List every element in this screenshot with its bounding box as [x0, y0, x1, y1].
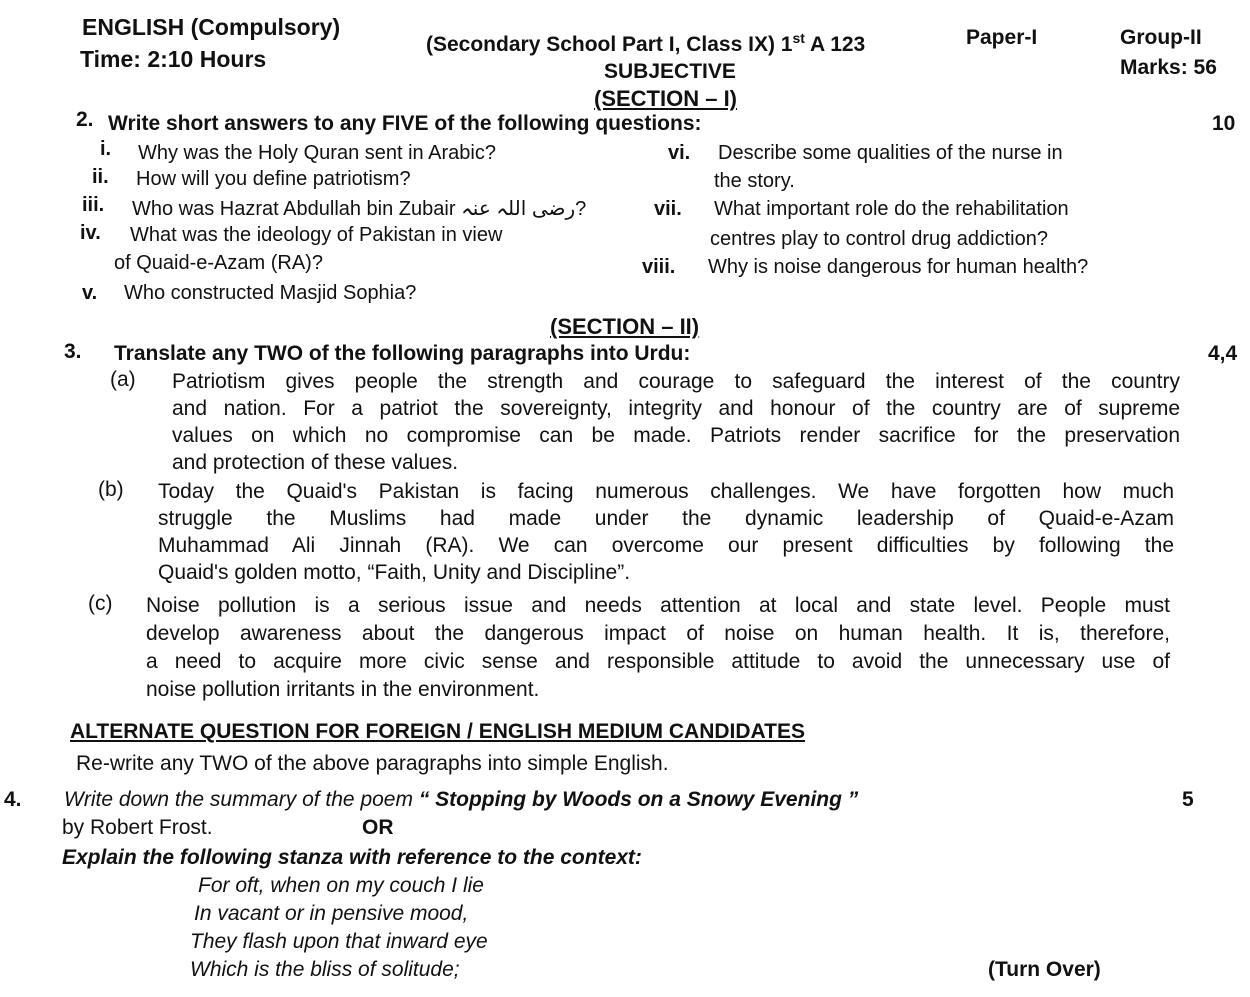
paragraph-line: Quaid's golden motto, “Faith, Unity and Discipline”.	[158, 561, 631, 584]
subject-title: ENGLISH (Compulsory)	[82, 14, 341, 40]
paragraph-line: Noise pollution is a serious issue and needs attention at local and state level. People must	[146, 594, 1170, 617]
q2-item-text-cont: of Quaid-e-Azam (RA)?	[114, 252, 323, 274]
q2-item-number: ii.	[92, 166, 109, 188]
stanza-line: For oft, when on my couch I lie	[198, 874, 484, 897]
q2-number: 2.	[76, 108, 94, 131]
q2-item-text-cont: the story.	[714, 170, 795, 192]
poem-title: “ Stopping by Woods on a Snowy Evening ”	[418, 788, 859, 811]
q2-item-text: What important role do the rehabilitation	[714, 198, 1069, 220]
paragraph-label: (a)	[110, 368, 136, 391]
or-label: OR	[362, 816, 394, 839]
time-allowed: Time: 2:10 Hours	[80, 46, 267, 72]
q2-item-text: Who was Hazrat Abdullah bin Zubair رضی اللہ عنہ?	[132, 198, 587, 220]
q2-item-number: v.	[82, 282, 98, 304]
class-info	[426, 30, 865, 57]
group-number: Group-II	[1120, 26, 1202, 49]
paragraph-c	[146, 592, 1170, 704]
q3-marks: 4,4	[1208, 342, 1238, 365]
q2-item-number: viii.	[642, 256, 676, 278]
section-1-title: (SECTION – I)	[594, 86, 738, 111]
class-info-sup: st	[792, 30, 805, 46]
paragraph-line: values on which no compromise can be made. Patriots render sacrifice for the preservation	[172, 424, 1180, 447]
stanza-line: Which is the bliss of solitude;	[190, 958, 460, 981]
q4-marks: 5	[1182, 788, 1194, 811]
q4-number: 4.	[4, 788, 22, 811]
total-marks: Marks: 56	[1120, 56, 1217, 79]
q2-item-text: Describe some qualities of the nurse in	[718, 142, 1063, 164]
paragraph-label: (b)	[98, 478, 124, 501]
paragraph-line: and nation. For a patriot the sovereignty, integrity and honour of the country are of supreme	[172, 397, 1180, 420]
q2-item-number: vii.	[654, 198, 682, 220]
stanza-line: In vacant or in pensive mood,	[194, 902, 469, 925]
stanza-line: They flash upon that inward eye	[190, 930, 488, 953]
paragraph-line: Muhammad Ali Jinnah (RA). We can overcome our present difficulties by following the	[158, 534, 1174, 557]
explain-stanza-instruction: Explain the following stanza with reference to the context:	[62, 846, 642, 869]
paper-number: Paper-I	[966, 26, 1038, 49]
paragraph-line: struggle the Muslims had made under the dynamic leadership of Quaid-e-Azam	[158, 507, 1174, 530]
q2-item-number: i.	[100, 138, 112, 160]
paragraph-line: noise pollution irritants in the environment.	[146, 678, 540, 701]
q2-item-text-cont: centres play to control drug addiction?	[710, 228, 1048, 250]
class-info-text: (Secondary School Part I, Class IX) 1	[426, 33, 793, 56]
q2-item-text: Why was the Holy Quran sent in Arabic?	[138, 142, 496, 164]
q2-item-number: iv.	[80, 222, 101, 244]
alternate-question-text: Re-write any TWO of the above paragraphs into simple English.	[76, 752, 669, 775]
alternate-question-title: ALTERNATE QUESTION FOR FOREIGN / ENGLISH MEDIUM CANDIDATES	[70, 720, 805, 743]
paragraph-a	[172, 368, 1180, 476]
q2-text: Write short answers to any FIVE of the following questions:	[108, 112, 702, 135]
paragraph-line: develop awareness about the dangerous impact of noise on human health. It is, therefore,	[146, 622, 1170, 645]
paragraph-line: Today the Quaid's Pakistan is facing numerous challenges. We have forgotten how much	[158, 480, 1174, 503]
paragraph-line: Patriotism gives people the strength and courage to safeguard the interest of the country	[172, 370, 1180, 393]
subjective-heading: SUBJECTIVE	[604, 60, 736, 83]
paragraph-line: a need to acquire more civic sense and responsible attitude to avoid the unnecessary use of	[146, 650, 1170, 673]
q2-marks: 10	[1212, 112, 1236, 135]
paragraph-line: and protection of these values.	[172, 451, 459, 474]
q3-number: 3.	[64, 340, 82, 363]
q2-item-text: What was the ideology of Pakistan in view	[130, 224, 503, 246]
q3-text: Translate any TWO of the following paragraphs into Urdu:	[114, 342, 691, 365]
paper-code: A 123	[804, 33, 866, 56]
q4-text	[64, 788, 858, 812]
poem-author: by Robert Frost.	[62, 816, 213, 839]
q2-item-text: Why is noise dangerous for human health?	[708, 256, 1089, 278]
q2-item-text: Who constructed Masjid Sophia?	[124, 282, 417, 304]
paragraph-b	[158, 478, 1174, 586]
q2-item-number: vi.	[668, 142, 691, 164]
paragraph-label: (c)	[88, 592, 113, 615]
turn-over-note: (Turn Over)	[988, 958, 1101, 981]
q2-item-text: How will you define patriotism?	[136, 168, 411, 190]
q2-item-number: iii.	[82, 194, 105, 216]
q4-text-pre: Write down the summary of the poem	[64, 788, 419, 811]
section-2-title: (SECTION – II)	[550, 314, 700, 339]
